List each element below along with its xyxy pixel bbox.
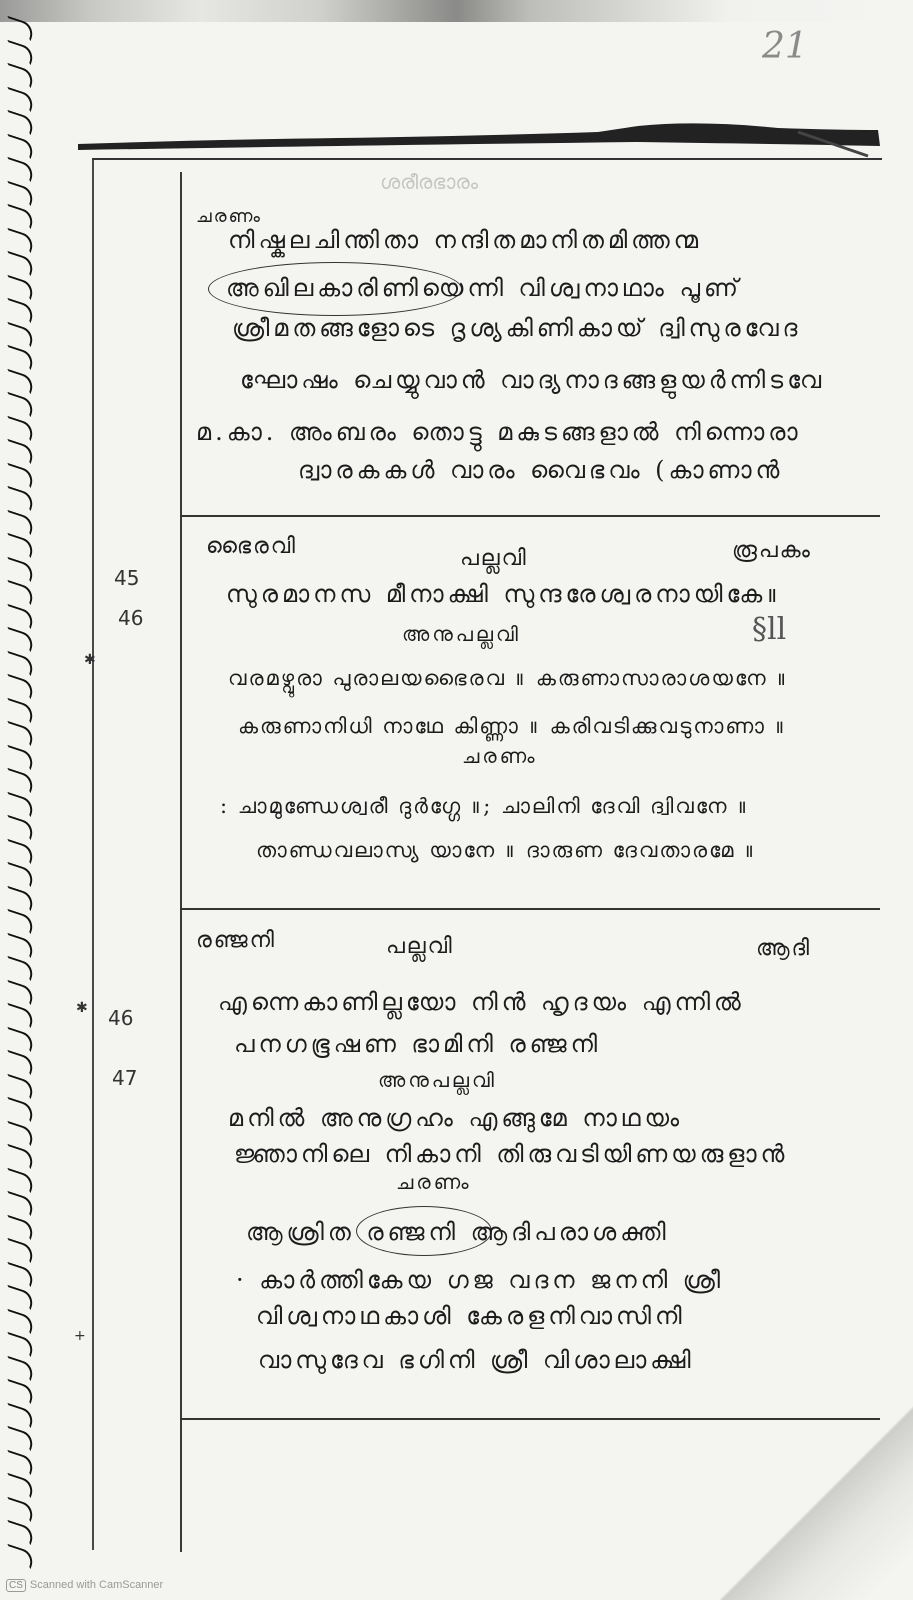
- section1-line: ദ്വാരകകൾ വാരം വൈഭവം (കാണാൻ: [298, 456, 784, 484]
- margin-mark: ✱: [84, 652, 96, 668]
- raga-name: ഭൈരവി: [206, 534, 297, 559]
- anupallavi-heading: അനുപല്ലവി: [402, 622, 521, 646]
- margin-mark: +: [74, 1328, 86, 1344]
- spiral-coil: [2, 86, 36, 111]
- spiral-coil: [2, 815, 36, 840]
- spiral-coil: [2, 345, 36, 370]
- section3-line: വിശ്വനാഥകാശി കേരളനിവാസിനി: [256, 1302, 686, 1330]
- spiral-coil: [2, 1332, 36, 1357]
- spiral-coil: [2, 627, 36, 652]
- spiral-coil: [2, 768, 36, 793]
- spiral-coil: [2, 1473, 36, 1498]
- spiral-coil: [2, 321, 36, 346]
- tala-name: ആദി: [756, 936, 811, 961]
- spiral-coil: [2, 415, 36, 440]
- spiral-coil: [2, 1285, 36, 1310]
- spiral-coil: [2, 1003, 36, 1028]
- scanner-watermark: [6, 1579, 163, 1592]
- torn-paper-edge: [78, 122, 880, 158]
- verse-column-line: [180, 172, 182, 1552]
- spiral-coil: [2, 1379, 36, 1404]
- spiral-coil: [2, 533, 36, 558]
- spiral-coil: [2, 392, 36, 417]
- spiral-coil: [2, 932, 36, 957]
- spiral-coil: [2, 180, 36, 205]
- pallavi-heading: പല്ലവി: [386, 934, 454, 959]
- spiral-coil: [2, 1449, 36, 1474]
- spiral-coil: [2, 838, 36, 863]
- section3-line: · കാർത്തികേയ ഗജ വദന ജനനി ശ്രീ: [236, 1266, 725, 1294]
- section-divider: [180, 515, 880, 517]
- section1-line: ഘോഷം ചെയ്യുവാൻ വാദ്യനാദങ്ങളുയർന്നിടവേ: [240, 366, 826, 394]
- pallavi-heading: പല്ലവി: [460, 546, 528, 571]
- section3-line: പനഗഭൂഷണ ഭാമിനി രഞ്ജനി: [234, 1030, 602, 1058]
- page-number: 21: [762, 26, 808, 67]
- spiral-coil: [2, 157, 36, 182]
- spiral-coil: [2, 697, 36, 722]
- spiral-coil: [2, 1050, 36, 1075]
- margin-line: [92, 160, 94, 1550]
- section3-line: മനിൽ അനുഗ്രഹം എങ്ങുമേ നാഥയം: [228, 1104, 684, 1132]
- spiral-coil: [2, 133, 36, 158]
- section3-line: ജ്ഞാനിലെ നികാനി തിരുവടിയിണയരുളാൻ: [234, 1140, 789, 1168]
- verse-number: 47: [112, 1066, 138, 1090]
- section3-line: വാസുദേവ ഭഗിനി ശ്രീ വിശാലാക്ഷി: [258, 1346, 695, 1374]
- spiral-coil: [2, 556, 36, 581]
- spiral-coil: [2, 1543, 36, 1568]
- spiral-coil: [2, 1496, 36, 1521]
- verse-number: 45: [114, 566, 140, 590]
- spiral-coil: [2, 909, 36, 934]
- scanner-badge: CS: [6, 1579, 26, 1592]
- charanam-heading: ചരണം: [462, 744, 538, 768]
- margin-mark: ✱: [76, 1000, 88, 1016]
- section1-line: ശ്രീമതങ്ങളോടെ ദൃശ്യകിണികായ് ദ്വിസുരവേദ: [232, 314, 802, 342]
- spiral-coil: [2, 39, 36, 64]
- spiral-coil: [2, 650, 36, 675]
- spiral-coil: [2, 204, 36, 229]
- spiral-coil: [2, 1073, 36, 1098]
- spiral-coil: [2, 63, 36, 88]
- anupallavi-heading: അനുപല്ലവി: [378, 1068, 497, 1092]
- section2-line: വരമഴ്വുരാ പുരാലയഭൈരവ ॥ കരുണാസാരാശയനേ ॥: [228, 666, 789, 690]
- spiral-coil: [2, 16, 36, 41]
- spiral-coil: [2, 1167, 36, 1192]
- spiral-coil: [2, 1097, 36, 1122]
- section3-line: എന്നെകാണില്ലയോ നിൻ ഹൃദയം എന്നിൽ: [218, 988, 745, 1016]
- spiral-coil: [2, 885, 36, 910]
- spiral-coil: [2, 439, 36, 464]
- spiral-coil: [2, 1238, 36, 1263]
- spiral-coil: [2, 979, 36, 1004]
- section2-line: കരുണാനിധി നാഥേ കിണ്ണാ ॥ കരിവടിക്കുവടുനാണാ ॥: [238, 714, 788, 738]
- spiral-coil: [2, 1426, 36, 1451]
- spiral-coil: [2, 227, 36, 252]
- section3-line: ആശ്രിത രഞ്ജനി ആദിപരാശക്തി: [246, 1218, 670, 1246]
- section2-line: താണ്ഡവലാസ്യ യാനേ ॥ ദാരുണ ദേവതാരമേ ॥: [256, 838, 757, 862]
- section1-label: ചരണം: [196, 206, 262, 227]
- spiral-coil: [2, 1261, 36, 1286]
- spiral-coil: [2, 298, 36, 323]
- top-rule: [92, 158, 882, 160]
- spiral-coil: [2, 509, 36, 534]
- spiral-coil: [2, 486, 36, 511]
- spiral-binding: [0, 20, 48, 1580]
- section1-line: മ.കാ. അംബരം തൊട്ടു മകുടങ്ങളാൽ നിന്നൊരാ: [196, 418, 802, 446]
- spiral-coil: [2, 674, 36, 699]
- spiral-coil: [2, 603, 36, 628]
- section1-line: നിഷ്കലചിന്തിതാ നന്ദിതമാനിതമിത്തന്മ: [228, 226, 703, 254]
- spiral-coil: [2, 1355, 36, 1380]
- spiral-coil: [2, 1214, 36, 1239]
- scanner-text: Scanned with CamScanner: [29, 1579, 164, 1591]
- scan-top-shadow: [0, 0, 913, 22]
- charanam-heading: ചരണം: [396, 1170, 472, 1194]
- spiral-coil: [2, 721, 36, 746]
- spiral-coil: [2, 791, 36, 816]
- spiral-coil: [2, 274, 36, 299]
- spiral-coil: [2, 1120, 36, 1145]
- spiral-coil: [2, 1520, 36, 1545]
- spiral-coil: [2, 368, 36, 393]
- spiral-coil: [2, 580, 36, 605]
- tala-name: രൂപകം: [732, 538, 812, 563]
- spiral-coil: [2, 1144, 36, 1169]
- spiral-coil: [2, 110, 36, 135]
- spiral-coil: [2, 462, 36, 487]
- spiral-coil: [2, 744, 36, 769]
- verse-number: 46: [118, 606, 144, 630]
- verse-number: 46: [108, 1006, 134, 1030]
- section-divider: [180, 908, 880, 910]
- spiral-coil: [2, 956, 36, 981]
- spiral-coil: [2, 862, 36, 887]
- section2-line: : ചാമുണ്ഡേശ്വരീ ദുർഗ്ഗേ ॥; ചാലിനി ദേവി ദ്വിവനേ ॥: [220, 794, 750, 818]
- section2-line: സുരമാനസ മീനാക്ഷി സുന്ദരേശ്വരനായികേ॥: [226, 580, 783, 608]
- scan-corner-shadow: [700, 1380, 913, 1600]
- spiral-coil: [2, 1026, 36, 1051]
- spiral-coil: [2, 1402, 36, 1427]
- spiral-coil: [2, 1308, 36, 1333]
- raga-name: രഞ്ജനി: [196, 928, 276, 953]
- faint-heading: ശരീരഭാരം: [380, 170, 479, 194]
- section1-line: അഖിലകാരിണിയെന്നി വിശ്വനാഥാം പൂണ്: [226, 274, 742, 302]
- margin-scribble: §ll: [752, 612, 787, 647]
- spiral-coil: [2, 1191, 36, 1216]
- spiral-coil: [2, 251, 36, 276]
